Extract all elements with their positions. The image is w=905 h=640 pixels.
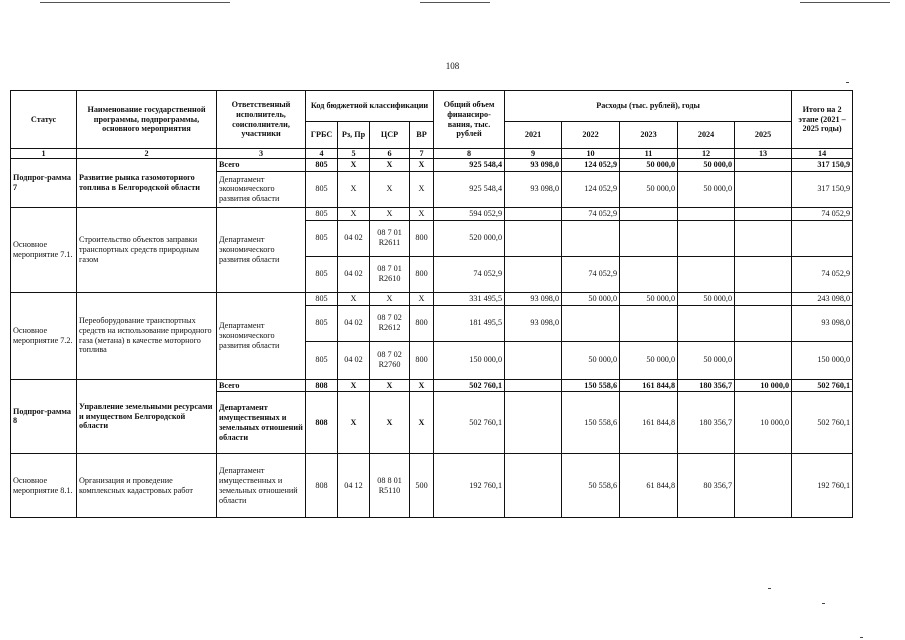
cell-total: 331 495,5: [434, 292, 505, 305]
cell-total: 74 052,9: [434, 256, 505, 292]
cell-year-2024: 50 000,0: [678, 341, 735, 379]
cell-year-2021: 93 098,0: [505, 159, 562, 172]
cell-year-2025: [735, 171, 792, 207]
cell-grbs: 805: [306, 159, 338, 172]
header-year: 2025: [735, 122, 792, 149]
row-executor: Департамент имущественных и земельных отношений области: [217, 454, 306, 518]
row-status: Подпрог-рамма 8: [11, 379, 77, 454]
cell-rzpr: 04 02: [338, 341, 370, 379]
cell-year-2021: [505, 379, 562, 392]
cell-rzpr: 04 02: [338, 305, 370, 341]
table-row: [11, 379, 853, 392]
scan-dot: [822, 603, 825, 604]
cell-vr: 800: [410, 341, 434, 379]
row-executor: Департамент экономического развития области: [217, 171, 306, 207]
cell-year-2025: [735, 207, 792, 220]
cell-year-2021: [505, 454, 562, 518]
header-vr: ВР: [410, 122, 434, 149]
cell-csr: X: [370, 379, 410, 392]
cell-grbs: 805: [306, 341, 338, 379]
cell-rzpr: 04 02: [338, 220, 370, 256]
header-year: 2024: [678, 122, 735, 149]
scan-dot: [768, 588, 771, 589]
cell-vr: X: [410, 159, 434, 172]
row-name: Переоборудование транспортных средств на использование природного газа (метана) в качестве моторного топлива: [77, 292, 217, 379]
cell-vr: 500: [410, 454, 434, 518]
cell-vr: 800: [410, 305, 434, 341]
cell-stage-total: [792, 220, 853, 256]
cell-stage-total: 74 052,9: [792, 207, 853, 220]
cell-year-2021: 93 098,0: [505, 292, 562, 305]
header-grbs: ГРБС: [306, 122, 338, 149]
cell-rzpr: 04 02: [338, 256, 370, 292]
cell-csr: X: [370, 171, 410, 207]
cell-stage-total: 502 760,1: [792, 379, 853, 392]
cell-total: 502 760,1: [434, 392, 505, 454]
cell-year-2021: [505, 256, 562, 292]
cell-year-2024: 180 356,7: [678, 379, 735, 392]
column-number: 9: [505, 149, 562, 159]
cell-year-2024: 80 356,7: [678, 454, 735, 518]
cell-vr: 800: [410, 220, 434, 256]
cell-total: 925 548,4: [434, 171, 505, 207]
row-status: Основное мероприятие 7.1.: [11, 207, 77, 292]
table-row: [11, 159, 853, 172]
cell-year-2023: [620, 207, 678, 220]
cell-year-2023: 61 844,8: [620, 454, 678, 518]
cell-year-2024: [678, 305, 735, 341]
column-number: 14: [792, 149, 853, 159]
cell-year-2024: [678, 220, 735, 256]
cell-stage-total: 192 760,1: [792, 454, 853, 518]
cell-year-2023: [620, 220, 678, 256]
cell-csr: X: [370, 392, 410, 454]
cell-year-2025: [735, 454, 792, 518]
cell-stage-total: 150 000,0: [792, 341, 853, 379]
cell-year-2023: 50 000,0: [620, 159, 678, 172]
cell-grbs: 805: [306, 292, 338, 305]
row-executor: Департамент экономического развития области: [217, 207, 306, 292]
cell-year-2024: 50 000,0: [678, 159, 735, 172]
cell-year-2023: 50 000,0: [620, 171, 678, 207]
table-row: [11, 292, 853, 305]
column-number: 6: [370, 149, 410, 159]
budget-table: [10, 90, 853, 518]
cell-csr: 08 8 01 R5110: [370, 454, 410, 518]
cell-csr: 08 7 01 R2611: [370, 220, 410, 256]
column-number: 8: [434, 149, 505, 159]
column-number: 5: [338, 149, 370, 159]
row-executor: Департамент экономического развития области: [217, 292, 306, 379]
row-name: Управление земельными ресурсами и имуществом Белгородской области: [77, 379, 217, 454]
cell-year-2025: [735, 305, 792, 341]
row-executor: Всего: [217, 379, 306, 392]
table-row: [11, 207, 853, 220]
column-number: 2: [77, 149, 217, 159]
cell-year-2022: 50 000,0: [562, 292, 620, 305]
cell-year-2024: [678, 207, 735, 220]
cell-year-2022: [562, 305, 620, 341]
cell-year-2022: 74 052,9: [562, 207, 620, 220]
column-number: 1: [11, 149, 77, 159]
cell-year-2025: [735, 159, 792, 172]
column-number: 4: [306, 149, 338, 159]
cell-grbs: 805: [306, 305, 338, 341]
cell-vr: X: [410, 171, 434, 207]
cell-rzpr: X: [338, 292, 370, 305]
cell-year-2022: 124 052,9: [562, 159, 620, 172]
header-year: 2023: [620, 122, 678, 149]
header-budget-code: Код бюджетной классификации: [306, 91, 434, 122]
cell-rzpr: X: [338, 207, 370, 220]
cell-year-2025: [735, 220, 792, 256]
row-name: Организация и проведение комплексных кадастровых работ: [77, 454, 217, 518]
cell-total: 192 760,1: [434, 454, 505, 518]
column-number-row: [11, 149, 853, 159]
row-status: Подпрог-рамма 7: [11, 159, 77, 208]
cell-year-2021: [505, 341, 562, 379]
cell-vr: X: [410, 292, 434, 305]
cell-rzpr: X: [338, 171, 370, 207]
row-status: Основное мероприятие 7.2.: [11, 292, 77, 379]
cell-year-2025: [735, 292, 792, 305]
column-number: 7: [410, 149, 434, 159]
scan-dot: [860, 637, 863, 638]
row-executor: Департамент имущественных и земельных отношений области: [217, 392, 306, 454]
cell-year-2022: 50 000,0: [562, 341, 620, 379]
cell-year-2022: 150 558,6: [562, 392, 620, 454]
cell-year-2021: [505, 392, 562, 454]
cell-csr: X: [370, 207, 410, 220]
column-number: 12: [678, 149, 735, 159]
row-name: Строительство объектов заправки транспортных средств природным газом: [77, 207, 217, 292]
cell-year-2023: 50 000,0: [620, 341, 678, 379]
cell-stage-total: 317 150,9: [792, 159, 853, 172]
cell-year-2021: 93 098,0: [505, 171, 562, 207]
cell-year-2022: 124 052,9: [562, 171, 620, 207]
cell-year-2025: 10 000,0: [735, 392, 792, 454]
cell-year-2022: 74 052,9: [562, 256, 620, 292]
cell-rzpr: 04 12: [338, 454, 370, 518]
cell-total: 925 548,4: [434, 159, 505, 172]
cell-year-2023: [620, 305, 678, 341]
cell-vr: X: [410, 379, 434, 392]
cell-year-2023: 161 844,8: [620, 392, 678, 454]
header-expenses: Расходы (тыс. рублей), годы: [505, 91, 792, 122]
cell-vr: 800: [410, 256, 434, 292]
cell-grbs: 808: [306, 379, 338, 392]
cell-year-2024: 50 000,0: [678, 292, 735, 305]
row-name: Развитие рынка газомоторного топлива в Белгородской области: [77, 159, 217, 208]
cell-csr: X: [370, 159, 410, 172]
cell-year-2022: [562, 220, 620, 256]
cell-stage-total: 317 150,9: [792, 171, 853, 207]
cell-grbs: 805: [306, 171, 338, 207]
cell-total: 150 000,0: [434, 341, 505, 379]
cell-total: 181 495,5: [434, 305, 505, 341]
cell-rzpr: X: [338, 379, 370, 392]
cell-year-2022: 50 558,6: [562, 454, 620, 518]
cell-stage-total: 502 760,1: [792, 392, 853, 454]
cell-year-2021: 93 098,0: [505, 305, 562, 341]
column-number: 10: [562, 149, 620, 159]
scan-mark-top-left: [40, 2, 230, 3]
cell-year-2025: [735, 341, 792, 379]
cell-stage-total: 243 098,0: [792, 292, 853, 305]
header-name: Наименование государственной программы, подпрограммы, основного мероприятия: [77, 91, 217, 149]
header-year: 2021: [505, 122, 562, 149]
cell-stage-total: 74 052,9: [792, 256, 853, 292]
cell-rzpr: X: [338, 159, 370, 172]
cell-grbs: 808: [306, 454, 338, 518]
row-status: Основное мероприятие 8.1.: [11, 454, 77, 518]
cell-grbs: 805: [306, 220, 338, 256]
header-stage-total: Итого на 2 этапе (2021 – 2025 годы): [792, 91, 853, 149]
cell-year-2024: 50 000,0: [678, 171, 735, 207]
cell-stage-total: 93 098,0: [792, 305, 853, 341]
cell-year-2025: [735, 256, 792, 292]
header-rzpr: Рз, Пр: [338, 122, 370, 149]
cell-csr: 08 7 02 R2612: [370, 305, 410, 341]
cell-csr: 08 7 02 R2760: [370, 341, 410, 379]
cell-year-2022: 150 558,6: [562, 379, 620, 392]
cell-year-2024: 180 356,7: [678, 392, 735, 454]
column-number: 13: [735, 149, 792, 159]
cell-total: 502 760,1: [434, 379, 505, 392]
cell-csr: 08 7 01 R2610: [370, 256, 410, 292]
scan-dot: [846, 82, 849, 83]
header-row: [11, 91, 853, 122]
cell-grbs: 805: [306, 256, 338, 292]
cell-grbs: 808: [306, 392, 338, 454]
scan-mark-top-right: [800, 2, 890, 3]
cell-year-2025: 10 000,0: [735, 379, 792, 392]
cell-year-2023: [620, 256, 678, 292]
cell-year-2023: 50 000,0: [620, 292, 678, 305]
scan-mark-top-center: [420, 2, 490, 3]
cell-total: 520 000,0: [434, 220, 505, 256]
cell-year-2024: [678, 256, 735, 292]
header-csr: ЦСР: [370, 122, 410, 149]
table-row: [11, 454, 853, 518]
cell-vr: X: [410, 392, 434, 454]
column-number: 3: [217, 149, 306, 159]
cell-year-2021: [505, 220, 562, 256]
row-executor: Всего: [217, 159, 306, 172]
cell-year-2023: 161 844,8: [620, 379, 678, 392]
cell-total: 594 052,9: [434, 207, 505, 220]
column-number: 11: [620, 149, 678, 159]
header-executor: Ответственный исполнитель, соисполнители, участники: [217, 91, 306, 149]
cell-rzpr: X: [338, 392, 370, 454]
cell-vr: X: [410, 207, 434, 220]
cell-csr: X: [370, 292, 410, 305]
header-total-volume: Общий объем финансиро-вания, тыс. рублей: [434, 91, 505, 149]
cell-year-2021: [505, 207, 562, 220]
header-year: 2022: [562, 122, 620, 149]
cell-grbs: 805: [306, 207, 338, 220]
header-status: Статус: [11, 91, 77, 149]
page-number: 108: [445, 61, 460, 71]
